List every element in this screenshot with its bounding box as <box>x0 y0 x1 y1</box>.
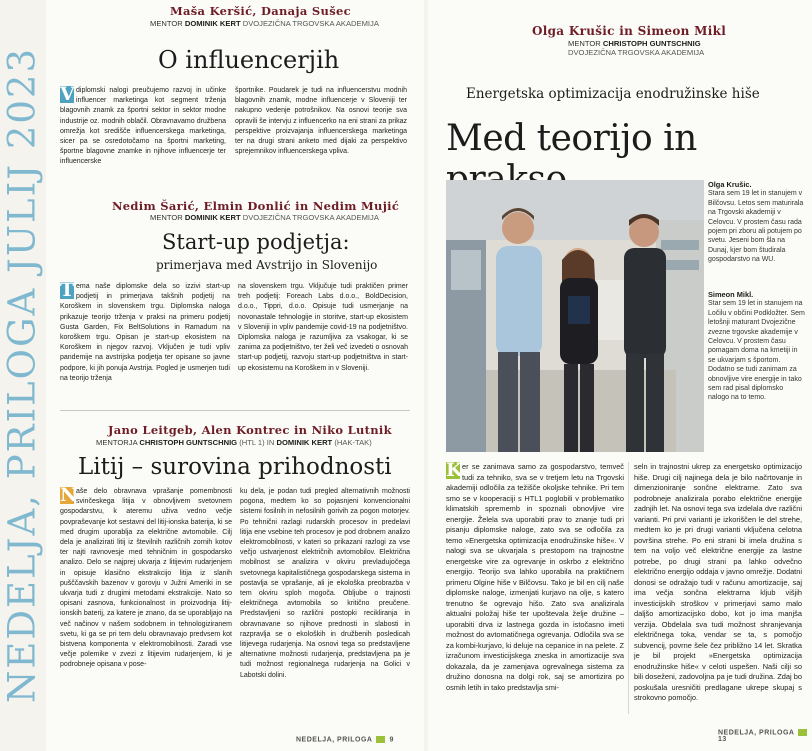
article-authors: Olga Krušic in Simeon Mikl <box>532 24 727 38</box>
drop-cap: N <box>60 487 78 506</box>
page-footer <box>718 729 812 743</box>
mentor-name: CHRISTOPH GUNTSCHNIG <box>602 39 701 48</box>
mentor-affiliation: (HTL 1) IN <box>239 438 275 447</box>
article-mentor <box>150 19 379 28</box>
article-body-col2: ku dela, je podan tudi pregled alternativnih možnosti pogona, medtem ko so pojasnjeni konvencionalni sistemi fosilnih in nefosilnih gorivih za pogon motorjev. Po tehnični razlagi rudarskih procesov in predelavi litija ene vsebine teh procesov je pod drobnem analizo elektromobilnosti, v kateri so prikazani razlogi za vse večjo ustvarjenost električnih avtomobilov. Električna mobilnost se analizira v okviru prevladujočega svetovnega kapitalističnega gospodarskega sistema in postavlja se vprašanje, ali je ekološka preobrazba v tem okviru sploh mogoča. Obljube o trajnosti električnega avtomobila so kritično preučene. Predstavljeni so različni postopki recikliranja in obravnavane so njihove prednosti in slabosti in razpravlja se o ekoloških in družbenih posledicah litijevega rudarjenja. Na osnovi tega so predstavljene alternativne možnosti rudarjenja, predstavljena pa je tudi možnost regionalnega rudarjenja na Golici v Labotski dolini. <box>240 488 410 679</box>
mentor-name: DOMINIK KERT <box>184 213 241 222</box>
left-page <box>46 0 424 751</box>
footer-label: NEDELJA, PRILOGA <box>718 729 795 736</box>
page-number: 9 <box>389 736 394 743</box>
school-name: (HAK-TAK) <box>334 438 372 447</box>
footer-mark <box>376 736 385 743</box>
article-title: O influencerjih <box>158 46 340 74</box>
article-body-col2: seln in trajnostni ukrep za energetsko optimizacijo hiše. Drugi cilj najinega dela je bilo načrtovanje in dimenzioniranje sončne elektrarne. Zato sva podrobneje analizirala porabo električne energije zadnjih let. Na osnovi tega sva izdelala dve različni varianti. Pri prvi varianti je izkoriščen le del strehe, medtem ko je pri drugi varianti vključena celotna površina strehe. Po eni strani bi imela družina s tem na voljo več električne energije za lastne potrebe, po drugi strani pa lahko odvečno električno energijo oddaja v javno omrežje. Dodatni donosi se odražajo tudi v računu amortizacije, saj ima večja sončna elektrarna kljub višjih investicijskih stroškov v primerjavi samo malo daljšo amortizacijsko dobo, kot jo ima manjša verzija. Obdelala sva tudi možnost shranjevanja električnega toka, vendar se ta, s pomočjo subvencij, povrne šele čez približno 14 let. Skratka je bil projekt »Energetska optimizacija enodružinske hiše« v celoti uspešen. Naši cilji so bili doseženi, zadovoljna pa je tudi družina. Zdaj bo poskušala uresničiti predlagane ukrepe skupaj s strokovno pomočjo. <box>634 462 802 702</box>
side-title-band <box>0 0 44 751</box>
school-name: DVOJEZIČNA TRGOVSKA AKADEMIJA <box>568 48 705 58</box>
footer-mark <box>798 729 807 736</box>
article-title: Litij – surovina prihodnosti <box>78 454 392 480</box>
school-name: DVOJEZIČNA TRGOVSKA AKADEMIJA <box>242 213 379 222</box>
photo-caption-simeon <box>708 290 806 403</box>
article-title: Med teorijo in <box>446 118 697 159</box>
article-subtitle: primerjava med Avstrijo in Slovenijo <box>156 258 378 272</box>
mentor-label: MENTOR <box>150 213 183 222</box>
mentor-label: MENTOR <box>150 19 183 28</box>
drop-cap: K <box>446 462 463 481</box>
article-body-col2: na slovenskem trgu. Vključuje tudi praktičen primer treh podjetij: Foreach Labs d.o.o., BoldDecision, d.o.o., Tippri, d.o.o. Opisuje tudi usmerjanje na novonastale tehnologije in storitve, start-up ekosistem v Sloveniji in vpliv pandemije covid-19 na podjetništvo. Diplomska naloga je razumljiva za vsakogar, ki se zanima za podjetništvo, ter želi več izvedeti o osnovah start-up podjetij, razvoju start-up podjetništva in start-up ekosistemu na Koroškem in v Sloveniji. <box>238 283 408 372</box>
divider <box>60 410 410 411</box>
page-number: 13 <box>718 736 727 743</box>
article-authors: Nedim Šarić, Elmin Donlić in Nedim Mujić <box>112 199 400 213</box>
photo-caption-olga <box>708 180 806 265</box>
article-body-col1: T ema naše diplomske dela so izzivi start-up podjetij in primerjava takšnih podjetij na Koroškem in slovenskem trgu. Diplomska naloga prikazuje teorijo trženja v praksi na primeru podjetij Gusta Garden, Fix BeltSolutions in Ramadum na koroškem trgu. Opisan je start-up ekosistem na Koroškem in njegov razvoj. Vključen je tudi vpliv pandemije na avstrijska podjetja ter opisane so javne podpore, ki jih ponuja Avstrija. Pogled je usmerjen tudi na teorijo trženja <box>60 282 230 382</box>
caption-name: Olga Krušic. <box>708 180 752 189</box>
photo-illustration <box>446 180 704 452</box>
caption-text: Star sem 19 let in stanujem na Ločilu v občini Podkložter. Sem letošnji maturant Dvojezične zvezne trgovske akademije v Celovcu. V prostem času pomagam doma na kmetiji in se ukvarjam s športom. Dodatno se tudi zanimam za obnovljive vire energije in tako sem rad pisal diplomsko nalogo na to temo. <box>708 300 805 402</box>
drop-cap: T <box>60 282 75 301</box>
caption-text: Stara sem 19 let in stanujem v Bilčovsu. Letos sem maturirala na Trgovski akademiji v Celovcu. V prostem času rada pojem pri zboru ali potujem po svetu. Jeseni bom šla na Dunaj, kjer bom študirala gospodarstvo na WU. <box>708 190 804 264</box>
footer-label: NEDELJA, PRILOGA <box>296 736 373 743</box>
mentor-label: MENTOR <box>568 39 601 48</box>
column-divider <box>628 462 629 714</box>
article-body-col1: K er se zanimava samo za gospodarstvo, temveč tudi za tehniko, sva se v tretjem letu na Trgovski akademiji odločila za težišče okoljske tehnike. Pri tem smo se v kooperaciji s HTL1 poglobili v problematiko klimatskih sprememb in spoznali obnovljive vire energije. Želela sva uporabiti prav to znanje tudi pri pisanju diplomske naloge, zato sva se odločila za temo »Energetska optimizacija enodružinske hiše«. V nalogi sva se ukvarjala s prestopom na trajnostne energetske vire za ogrevanje in oskrbo z električno energijo. Teorijo sva lahko uporabila na praktičnem primeru Olgine hiše v Bilčovsu. Tako je bil en cilj naše diplomske naloge, izmenjati kurjavo na olje, s katero trenutno še ogrevajo hišo. Zato sva analizirala aktualni položaj hiše ter upoštevala želje družine – uporabiti drva iz lastnega gozda in istočasno imeti možnost do avtomatičnega ogrevanja. Odločila sva se za kombi-kurjavo, ki deluje na cepanice in na pelete. Z izračunom investicijskega zneska in amortizacije sva dokazala, da je zamenjava ogrevalnega sistema za družino donosna na dolgi rok, saj se amortizira po osmih letih in tako predstavlja smi- <box>446 462 624 692</box>
team-photo <box>446 180 704 452</box>
caption-name: Simeon Mikl. <box>708 290 754 299</box>
mentor-name: CHRISTOPH GUNTSCHNIG <box>139 438 238 447</box>
article-authors: Maša Keršić, Danaja Sušec <box>170 4 351 18</box>
side-title: NEDELJA, PRILOGA JULIJ 2023 <box>0 47 44 703</box>
article-body-col1: N aše delo obravnava vprašanje pomembnosti svinčeskega litija v obnovljivem svetovnem gospodarstvu, k ateremu uživa vedno večje povpraševanje kot sestavni del litij-ionska baterija, ki se med drugim uporablja za električne avtomobile. Cilj dela je analizirati litij iz številnih različnih zornih kotov ter najti ravnovesje med tehničnim in gospodarsko analizo. Delo se najprej ukvarja z litijevim rudarjenjem in opisuje klasično ekstrakcijo litija iz slanih pušččavskih bazenov v gorovju v Južni Ameriki in se ukvarja tudi z drugimi metodami ekstrakcije. Nato so opisani zasnova, funkcionalnost in proizvodnja litij-ionskih baterij, za katere je znano, da se uporabljajo na več načinov v našem sodobnem in tehnologiziranem svetu, ki ga se pri tem delu obravnavajo predvsem kot bistvena komponenta v elektromobilnosti. Zaradi vse večje polemike v zvezi z litijevim rudarjenjem, ki je podrobneje opisana v pose- <box>60 487 232 669</box>
article-body-col1: V diplomski nalogi preučujemo razvoj in učinke influencer marketinga kot segment trženja blagovnih znamk za športni sektor in sektor modne industrije oz. modnih oblačil. Obravnavamo družbena omrežja kot središče influencerskega marketinga, sicer pa se osredotočamo na športni marketing, športne blagovne znamke in njihove influencerje ter influencerske <box>60 86 226 166</box>
article-mentor <box>568 39 704 58</box>
article-mentor <box>150 213 379 222</box>
drop-cap: V <box>60 86 75 105</box>
article-title: Start-up podjetja: <box>162 230 350 254</box>
mentor-label: MENTORJA <box>96 438 138 447</box>
school-name: DVOJEZIČNA TRGOVSKA AKADEMIJA <box>242 19 379 28</box>
right-page <box>428 0 812 751</box>
article-authors: Jano Leitgeb, Alen Kontrec in Niko Lutnik <box>108 423 392 437</box>
article-body-col2: športnike. Poudarek je tudi na influencerstvu modnih blagovnih znamk, modne influencerje v Sloveniji ter nakupno vedenje potrošnikov. Na osnovi teorije sva opravili še intervju z influencerko na eni strani za prikaz perspektive proizvajanja influencerskega marketinga ter na drugi strani anketo med dijaki za perspektivo sprejemnikov influencerskega vpliva. <box>235 87 407 156</box>
mentor-name-2: DOMINIK KERT <box>276 438 333 447</box>
article-mentor <box>96 438 372 447</box>
page-footer <box>296 736 394 743</box>
article-kicker: Energetska optimizacija enodružinske hiše <box>466 86 760 102</box>
mentor-name: DOMINIK KERT <box>184 19 241 28</box>
